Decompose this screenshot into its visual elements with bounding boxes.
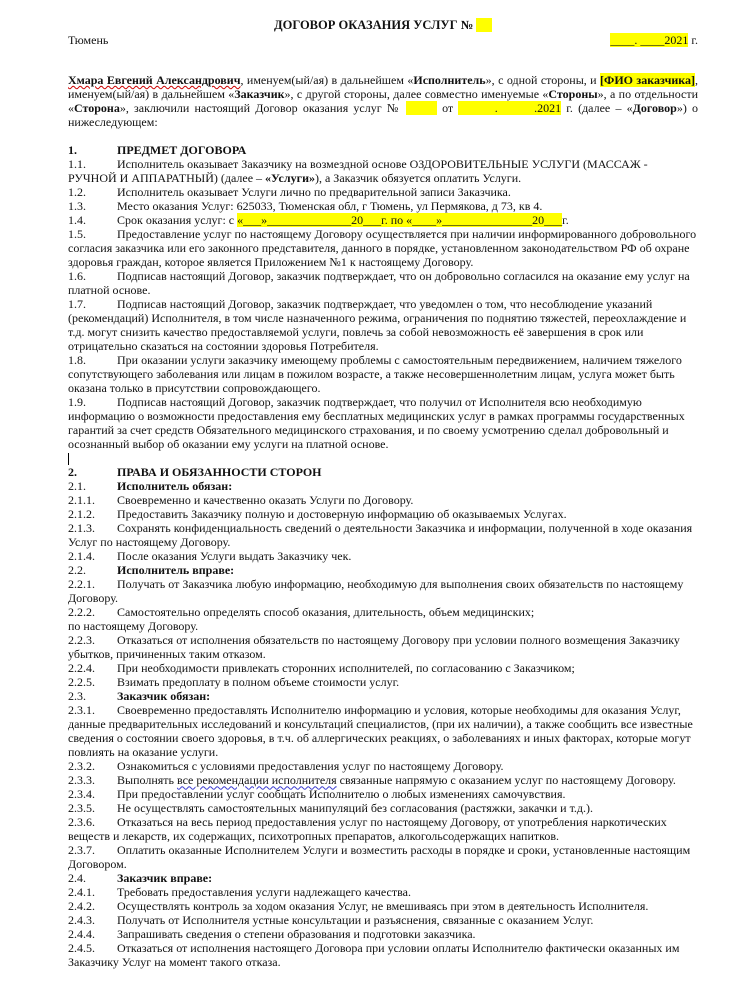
- clause-text: по настоящему Договору.: [68, 619, 199, 634]
- city: Тюмень: [68, 33, 109, 47]
- clause-number: 1.1.: [68, 157, 86, 171]
- clause: [68, 213, 698, 227]
- clause-number: 2.2.1.: [68, 577, 95, 592]
- clause-text: Подписав настоящий Договор, заказчик подтверждает, что он добровольно согласился на оказание ему услуг на платной основе.: [68, 269, 690, 297]
- clause-number: 1.6.: [68, 269, 86, 283]
- clause-number: 2.2.5.: [68, 675, 95, 690]
- clause: [68, 633, 698, 661]
- clause-number: 2.3.2.: [68, 759, 95, 774]
- text: , именуем(ый/ая) в дальнейшем «: [240, 73, 414, 87]
- clause-text: Отказаться от исполнения настоящего Договора при условии оплаты Исполнителю фактически оказанных им Заказчику Услуг на момент такого отказа.: [68, 941, 680, 970]
- client-name-field[interactable]: [ФИО заказчика]: [600, 73, 695, 87]
- clause: [68, 815, 698, 843]
- section-number: 2.: [68, 465, 77, 480]
- clause-text: ), а Заказчик обязуется оплатить Услуги.: [314, 171, 522, 185]
- clause: [68, 787, 698, 801]
- text: ») о нижеследующем:: [68, 101, 699, 129]
- clause: [68, 507, 698, 521]
- clause-subheading: Заказчик обязан:: [117, 689, 211, 704]
- section-heading: [68, 143, 698, 157]
- clause-number: 2.3.1.: [68, 703, 95, 718]
- clause-number: 2.3.6.: [68, 815, 95, 830]
- clause: [68, 801, 698, 815]
- contract-date: [610, 33, 698, 48]
- clause: [68, 549, 698, 563]
- title-text: ДОГОВОР ОКАЗАНИЯ УСЛУГ №: [274, 18, 474, 32]
- clause-text: Запрашивать сведения о степени образования и подготовки заказчика.: [117, 927, 476, 942]
- clause-number: 2.2.4.: [68, 661, 95, 676]
- document-title: [68, 17, 698, 33]
- clause-number: 2.2.3.: [68, 633, 95, 648]
- contract-term: Договор: [632, 101, 677, 115]
- clause-text: Не осуществлять самостоятельных манипуляций без согласования (растяжки, закачки и т.д.).: [117, 801, 594, 816]
- clause-text: Выполнять: [117, 773, 177, 788]
- clause-text: При оказании услуги заказчику имеющему проблемы с самостоятельным передвижением, наличием тяжелого сопутствующего заболевания или лицам в пожилом возрасте, а также несовершеннолетним лицам, услуга может быть оказана только в присутствии сопровождающего.: [68, 353, 682, 395]
- party-term: Сторона: [74, 101, 120, 115]
- contract-no-field[interactable]: [406, 101, 437, 115]
- clause: [68, 493, 698, 507]
- text-cursor-line[interactable]: [68, 451, 698, 465]
- clause-number: 2.4.5.: [68, 941, 95, 956]
- city-date-line: [68, 33, 698, 48]
- clause-number: 1.4.: [68, 213, 86, 227]
- clause-text: Оплатить оказанные Исполнителем Услуги и возместить расходы в порядке и сроки, установленные настоящим Договором.: [68, 843, 691, 872]
- clause: [68, 353, 698, 395]
- term-field[interactable]: «___»______________20___г. по «____»_______________20___: [237, 213, 563, 227]
- section-title: ПРЕДМЕТ ДОГОВОРА: [117, 143, 247, 157]
- clause: [68, 913, 698, 927]
- clause-text: Получать от Исполнителя устные консультации и разъяснения, связанные с оказанием Услуг.: [117, 913, 594, 928]
- clause: [68, 521, 698, 549]
- clause-number: 2.3.5.: [68, 801, 95, 816]
- clause: [68, 269, 698, 297]
- client-role: Заказчик: [234, 87, 285, 101]
- text: », а по отдельности «: [68, 87, 698, 115]
- clause-text: Подписав настоящий Договор, заказчик подтверждает, что уведомлен о том, что несоблюдение указаний (рекомендаций) Исполнителя, в том числе назначенного режима, ограничения по поднятию тяжестей, переохлаждение и т.д. могут снизить качество предоставляемой услуги, повлечь за собой невозможность её завершения в срок или отрицательно сказаться на состоянии здоровья Потребителя.: [68, 297, 687, 353]
- clause-subheading: «Услуги»: [265, 171, 315, 185]
- clause-number: 2.2.: [68, 563, 86, 578]
- clause-text: Исполнитель оказывает Услуги лично по предварительной записи Заказчика.: [117, 185, 511, 199]
- section-number: 1.: [68, 143, 77, 157]
- clause-text: Предоставление услуг по настоящему Договору осуществляется при наличии информированного добровольного согласия заказчика или его законного представителя, данного в порядке, установленном законодательством РФ об охране здоровья граждан, которое является Приложением №1 к настоящему Договору.: [68, 227, 697, 269]
- clause-number: 2.3.3.: [68, 773, 95, 788]
- clause: [68, 199, 698, 213]
- clause: [68, 773, 698, 787]
- clause: [68, 703, 698, 759]
- clause-text: Исполнитель оказывает Заказчику на возмездной основе ОЗДОРОВИТЕЛЬНЫЕ УСЛУГИ (МАССАЖ - РУЧНОЙ И АППАРАТНЫЙ) (далее –: [68, 157, 648, 185]
- text: », заключили настоящий Договор оказания услуг №: [119, 101, 406, 115]
- clause-text: Взимать предоплату в полном объеме стоимости услуг.: [117, 675, 400, 690]
- clause: [68, 899, 698, 913]
- clause: [68, 395, 698, 451]
- clause: [68, 759, 698, 773]
- clause-number: 2.4.: [68, 871, 86, 886]
- clause-number: 1.5.: [68, 227, 86, 241]
- clause-text: Получать от Заказчика любую информацию, необходимую для выполнения своих обязательств по настоящему Договору.: [68, 577, 684, 606]
- clause: [68, 227, 698, 269]
- clause: [68, 843, 698, 871]
- clause-text: Предоставить Заказчику полную и достоверную информацию об оказываемых Услугах.: [117, 507, 567, 522]
- section-heading: [68, 465, 698, 479]
- clause-text: связанные напрямую с оказанием услуг по настоящему Договору.: [336, 773, 676, 788]
- date-suffix: г.: [688, 33, 698, 47]
- text: г. (далее – «: [561, 101, 633, 115]
- executor-name: Хмара Евгений Александрович: [68, 73, 241, 87]
- clause-number: 2.1.4.: [68, 549, 95, 564]
- document-page: [68, 17, 698, 969]
- clause: [68, 619, 698, 633]
- clause: [68, 871, 698, 885]
- clause-subheading: Исполнитель вправе:: [117, 563, 235, 578]
- section-1: [68, 143, 698, 465]
- clause-text: Подписав настоящий Договор, заказчик подтверждает, что получил от Исполнителя всю необходимую информацию о возможности предоставления ему бесплатных медицинских услуг в рамках программы государственных гарантий за счет средств Обязательного медицинского страхования, и по своему усмотрению сделал добровольный и осознанный выбор об оказании ему услуги на платной основе.: [68, 395, 685, 451]
- clause-number: 2.4.2.: [68, 899, 95, 914]
- executor-role: Исполнитель: [413, 73, 486, 87]
- clause-number: 1.9.: [68, 395, 86, 409]
- sections: [68, 143, 698, 969]
- clause-number: 2.1.3.: [68, 521, 95, 536]
- clause-text: Ознакомиться с условиями предоставления услуг по настоящему Договору.: [117, 759, 504, 774]
- clause-text: Своевременно и качественно оказать Услуги по Договору.: [117, 493, 414, 508]
- clause-number: 2.4.3.: [68, 913, 95, 928]
- clause-number: 2.1.: [68, 479, 86, 494]
- clause-number: 2.3.: [68, 689, 86, 704]
- clause-text: г.: [562, 213, 569, 227]
- clause-number: 2.1.2.: [68, 507, 95, 522]
- clause-text: все рекомендации исполнителя: [176, 773, 337, 788]
- clause-text: Отказаться на весь период предоставления услуг по настоящему Договору, от употребления наркотических веществ и лекарств, их содержащих, психотропных препаратов, алкогольсодержащих напитков.: [68, 815, 667, 844]
- contract-date-field[interactable]: . .2021: [458, 101, 562, 115]
- contract-number-field[interactable]: [476, 18, 492, 32]
- clause: [68, 927, 698, 941]
- clause-text: Самостоятельно определять способ оказания, длительность, объем медицинских;: [117, 605, 535, 620]
- clause-text: Срок оказания услуг: с: [117, 213, 238, 227]
- clause-number: 2.1.1.: [68, 493, 95, 508]
- clause: [68, 563, 698, 577]
- clause: [68, 689, 698, 703]
- clause-number: 2.4.4.: [68, 927, 95, 942]
- clause-number: 1.8.: [68, 353, 86, 367]
- clause-number: 2.2.2.: [68, 605, 95, 620]
- clause-subheading: Заказчик вправе:: [117, 871, 213, 886]
- clause-number: 1.2.: [68, 185, 86, 199]
- clause-text: Место оказания Услуг: 625033, Тюменская обл, г Тюмень, ул Пермякова, д 73, кв 4.: [117, 199, 543, 213]
- clause-subheading: Исполнитель обязан:: [117, 479, 233, 494]
- clause: [68, 577, 698, 605]
- clause-text: При необходимости привлекать сторонних исполнителей, по согласованию с Заказчиком;: [117, 661, 575, 676]
- clause-number: 2.3.7.: [68, 843, 95, 858]
- clause-text: При предоставлении услуг сообщать Исполнителю о любых изменениях самочувствия.: [117, 787, 566, 802]
- text: », с другой стороны, далее совместно именуемые «: [284, 87, 549, 101]
- section-title: ПРАВА И ОБЯЗАННОСТИ СТОРОН: [117, 465, 322, 480]
- clause: [68, 675, 698, 689]
- text: , именуем(ый/ая) в дальнейшем «: [68, 73, 698, 101]
- clause: [68, 297, 698, 353]
- clause: [68, 185, 698, 199]
- clause: [68, 885, 698, 899]
- parties-term: Стороны: [548, 87, 598, 101]
- clause: [68, 661, 698, 675]
- clause-text: Сохранять конфиденциальность сведений о деятельности Заказчика и информации, полученной в ходе оказания Услуг по настоящему Договору.: [68, 521, 693, 550]
- clause: [68, 605, 698, 619]
- text-cursor: [68, 453, 69, 465]
- clause-text: Своевременно предоставлять Исполнителю информацию и условия, которые необходимы для оказания Услуг, данные предварительных исследований и консультаций специалистов, (при их наличии), а также сообщить все известные сведения о состоянии своего здоровья, в т.ч. об аллергических реакциях, о заболеваниях и иных факторах, которые могут повлиять на оказание услуги.: [68, 703, 693, 760]
- preamble: [68, 73, 698, 129]
- clause-number: 1.3.: [68, 199, 86, 213]
- clause-number: 2.3.4.: [68, 787, 95, 802]
- clause: [68, 157, 698, 185]
- text: », с одной стороны, и: [485, 73, 601, 87]
- clause-number: 1.7.: [68, 297, 86, 311]
- clause-number: 2.4.1.: [68, 885, 95, 900]
- clause-text: Отказаться от исполнения обязательств по настоящему Договору при условии полного возмещения Заказчику убытков, причиненных таким отказом.: [68, 633, 680, 662]
- text: от: [436, 101, 459, 115]
- clause-text: Требовать предоставления услуги надлежащего качества.: [117, 885, 411, 900]
- clause-text: После оказания Услуги выдать Заказчику чек.: [117, 549, 352, 564]
- date-field[interactable]: ____. ____2021: [610, 33, 689, 47]
- section-2: [68, 465, 698, 969]
- clause: [68, 941, 698, 969]
- clause: [68, 479, 698, 493]
- clause-text: Осуществлять контроль за ходом оказания Услуг, не вмешиваясь при этом в деятельность Исполнителя.: [117, 899, 649, 914]
